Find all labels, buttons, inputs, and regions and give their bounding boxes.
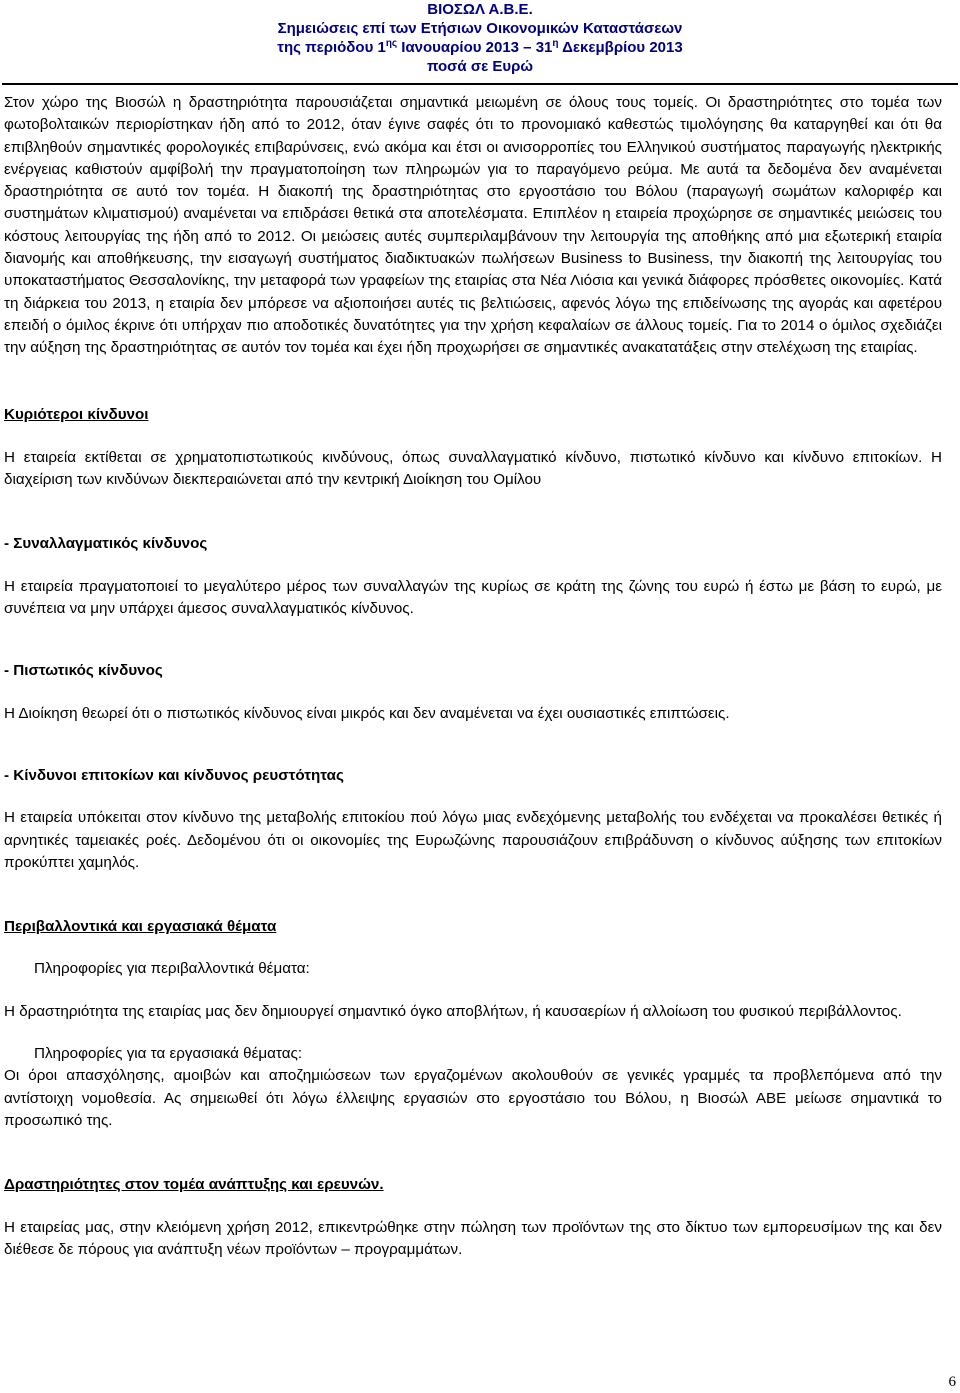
period-suffix: Δεκεμβρίου 2013 bbox=[558, 39, 683, 56]
env-paragraph: Η δραστηριότητα της εταιρίας μας δεν δημιουργεί σημαντικό όγκο αποβλήτων, ή καυσαερίων ή αλλοίωση του φυσικού περιβάλλοντος. bbox=[4, 1002, 902, 1020]
env-label: Πληροφορίες για περιβαλλοντικά θέματα: bbox=[34, 960, 310, 978]
risks-heading: Κυριότεροι κίνδυνοι bbox=[4, 405, 149, 423]
period-sup-1: ης bbox=[385, 38, 398, 49]
page-number: 6 bbox=[948, 1374, 956, 1390]
env-heading: Περιβαλλοντικά και εργασιακά θέματα bbox=[4, 918, 277, 936]
interest-heading: - Κίνδυνοι επιτοκίων και κίνδυνος ρευστότητας bbox=[4, 766, 344, 784]
risks-paragraph: Η εταιρεία εκτίθεται σε χρηματοπιστωτικούς κινδύνους, όπως συναλλαγματικό κίνδυνο, πιστωτικό κίνδυνο και κίνδυνο επιτοκίων. Η διαχείριση των κινδύνων διεκπεραιώνεται από την κεντρική Διοίκηση του Ομίλου bbox=[4, 448, 942, 489]
document-title: Σημειώσεις επί των Ετήσιων Οικονομικών Καταστάσεων bbox=[277, 20, 683, 37]
header-divider bbox=[2, 83, 958, 85]
work-label: Πληροφορίες για τα εργασιακά θέματας: bbox=[34, 1045, 303, 1063]
credit-paragraph: Η Διοίκηση θεωρεί ότι ο πιστωτικός κίνδυνος είναι μικρός και δεν αναμένεται να έχει ουσιαστικές επιπτώσεις. bbox=[4, 704, 730, 722]
work-paragraph: Οι όροι απασχόλησης, αμοιβών και αποζημιώσεων των εργαζομένων ακολουθούν σε γενικές γραμμές τα προβλεπόμενα από την αντίστοιχη νομοθεσία. Ας σημειωθεί ότι λόγω έλλειψης εργασιών στο εργοστάσιο του Βόλου, η Βιοσώλ ΑΒΕ μείωσε σημαντικά το προσωπικό της. bbox=[4, 1067, 942, 1129]
period-prefix: της περιόδου 1 bbox=[277, 39, 386, 56]
fx-paragraph: Η εταιρεία πραγματοποιεί το μεγαλύτερο μέρος των συναλλαγών της κυρίως σε κράτη της ζώνης του ευρώ ή έστω με βάση το ευρώ, με συνέπεια να μην υπάρχει άμεσος συναλλαγματικός κίνδυνος. bbox=[4, 577, 942, 618]
rnd-heading: Δραστηριότητες στον τομέα ανάπτυξης και ερευνών. bbox=[4, 1176, 384, 1194]
fx-heading: - Συναλλαγματικός κίνδυνος bbox=[4, 535, 208, 553]
document-body bbox=[4, 92, 942, 1261]
document-header bbox=[0, 0, 960, 76]
period-mid: Ιανουαρίου 2013 – 31 bbox=[397, 39, 553, 56]
intro-paragraph: Στον χώρο της Βιοσώλ η δραστηριότητα παρουσιάζεται σημαντικά μειωμένη σε όλους τους τομείς. Οι δραστηριότητες στο τομέα των φωτοβολταικών περιορίστηκαν ήδη από το 2012, όταν έγινε σαφές ότι το προνομιακό καθεστώς τιμολόγησης θα καταργηθεί και ότι θα επιβληθούν σημαντικές φορολογικές επιβαρύνσεις, ενώ ακόμα και έτσι οι ανισορροπίες του Ελληνικού συστήματος παραγωγής ηλεκτρικής ενέργειας καθιστούν αμφίβολή την πραγματοποίηση των πληρωμών για το παραγόμενο ρεύμα. Με αυτά τα δεδομένα δεν αναμένεται δραστηριότητα σε αυτό τον τομέα. Η διακοπή της δραστηριότητας στο εργοστάσιο του Βόλου (παραγωγή σωμάτων καλοριφέρ και συστημάτων κλιματισμού) αναμένεται να επιδράσει θετικά στα αποτελέσματα. Επιπλέον η εταιρεία προχώρησε σε σημαντικές μειώσεις του κόστους λειτουργίας της ήδη από το 2012. Οι μειώσεις αυτές συμπεριλαμβάνουν την λειτουργία της αποθήκης από μια εξωτερική εταιρία διανομής και αποθήκευσης, την εισαγωγή συστήματος διαδικτυακών πωλήσεων Business to Business, την διακοπή της λειτουργίας του υποκαταστήματος Θεσσαλονίκης, την μεταφορά των γραφείων της εταιρίας στα Νέα Λιόσια και γενικά διάφορες πρόσθετες οικονομίες. Κατά τη διάρκεια του 2013, η εταιρία δεν μπόρεσε να αξιοποιήσει αυτές τις βελτιώσεις, αφενός λόγω της επιδείνωσης της αγοράς και αφετέρου επειδή ο όμιλος έκρινε ότι υπήρχαν πιο αποδοτικές δυνατότητες για την χρήση κεφαλαίων σε άλλους τομείς. Για το 2014 ο όμιλος σχεδιάζει την αύξηση της δραστηριότητας σε αυτόν τον τομέα και έχει ήδη προχωρήσει σε σημαντικές ανακατατάξεις στην στελέχωση της εταιρίας. bbox=[4, 94, 942, 357]
currency-note: ποσά σε Ευρώ bbox=[426, 58, 534, 75]
rnd-paragraph: Η εταιρείας μας, στην κλειόμενη χρήση 2012, επικεντρώθηκε στην πώληση των προϊόντων της στο δίκτυο των εμπορευσίμων της και δεν διέθεσε δε πόρους για ανάπτυξη νέων προϊόντων – προγραμμάτων. bbox=[4, 1218, 942, 1258]
period-line bbox=[0, 38, 960, 57]
credit-heading: - Πιστωτικός κίνδυνος bbox=[4, 662, 163, 680]
period-sup-2: η bbox=[552, 38, 559, 49]
interest-paragraph: Η εταιρεία υπόκειται στον κίνδυνο της μεταβολής επιτοκίου πού λόγω μιας ενδεχόμενης μεταβολής του ενδέχεται να προκαλέσει θετικές ή αρνητικές ταμειακές ροές. Δεδομένου ότι οι οικονομίες της Ευρωζώνης παρουσιάζουν επιβράδυνση ο κίνδυνος αύξησης των επιτοκίων προκύπτει χαμηλός. bbox=[4, 809, 942, 871]
company-name: ΒΙΟΣΩΛ Α.Β.Ε. bbox=[427, 1, 533, 18]
